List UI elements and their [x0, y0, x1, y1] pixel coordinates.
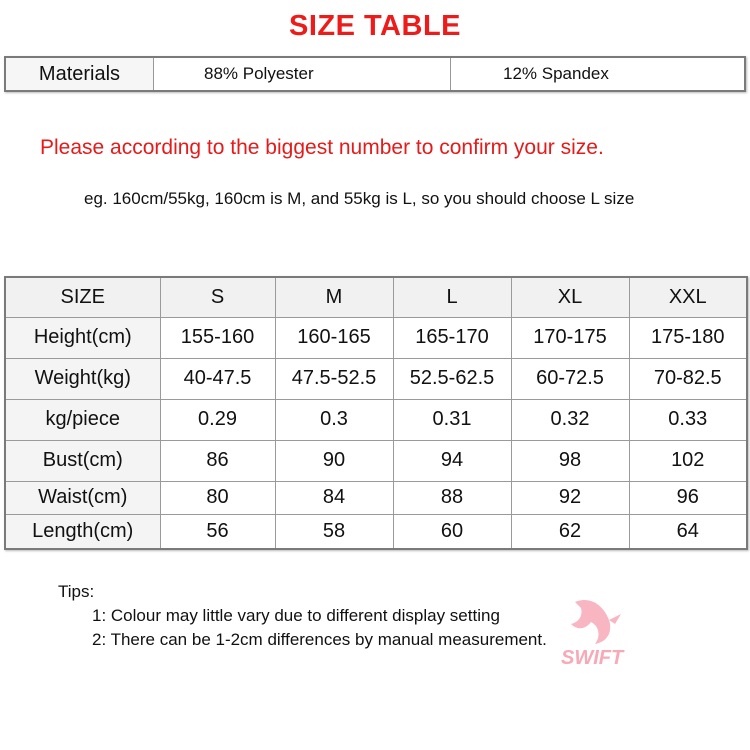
table-cell: 88	[393, 481, 511, 514]
table-cell: 0.31	[393, 399, 511, 440]
tip-line: 2: There can be 1-2cm differences by manual measurement.	[92, 630, 547, 649]
table-cell: 60	[393, 514, 511, 549]
table-row-weight	[5, 358, 747, 399]
table-cell: 98	[511, 440, 629, 481]
table-cell: 70-82.5	[629, 358, 747, 399]
table-row-height	[5, 317, 747, 358]
size-example: eg. 160cm/55kg, 160cm is M, and 55kg is L, so you should choose L size	[84, 189, 635, 208]
materials-value-spandex: 12% Spandex	[503, 64, 609, 83]
header-cell-xxl: XXL	[629, 277, 747, 317]
row-label: Weight(kg)	[5, 358, 160, 399]
table-row-waist	[5, 481, 747, 514]
swift-logo-watermark	[555, 590, 645, 680]
header-cell-m: M	[275, 277, 393, 317]
table-cell: 40-47.5	[160, 358, 275, 399]
table-row-length	[5, 514, 747, 549]
materials-table	[4, 56, 746, 92]
table-cell: 64	[629, 514, 747, 549]
table-cell: 86	[160, 440, 275, 481]
table-cell: 58	[275, 514, 393, 549]
table-cell: 165-170	[393, 317, 511, 358]
table-cell: 170-175	[511, 317, 629, 358]
row-label: Waist(cm)	[5, 481, 160, 514]
table-cell: 47.5-52.5	[275, 358, 393, 399]
table-cell: 84	[275, 481, 393, 514]
header-cell-l: L	[393, 277, 511, 317]
table-cell: 96	[629, 481, 747, 514]
materials-label: Materials	[6, 58, 154, 90]
tips-heading: Tips:	[58, 582, 95, 601]
row-label: kg/piece	[5, 399, 160, 440]
page-title: SIZE TABLE	[288, 10, 462, 42]
table-cell: 62	[511, 514, 629, 549]
tip-line: 1: Colour may little vary due to different display setting	[92, 606, 500, 625]
row-label: Length(cm)	[5, 514, 160, 549]
table-cell: 175-180	[629, 317, 747, 358]
size-header-row	[5, 277, 747, 317]
row-label: Bust(cm)	[5, 440, 160, 481]
table-cell: 155-160	[160, 317, 275, 358]
watermark-text: SWIFT	[561, 647, 624, 669]
table-cell: 90	[275, 440, 393, 481]
size-notice: Please according to the biggest number to confirm your size.	[40, 136, 604, 159]
table-cell: 102	[629, 440, 747, 481]
header-cell-s: S	[160, 277, 275, 317]
table-cell: 52.5-62.5	[393, 358, 511, 399]
tips-section	[58, 580, 547, 652]
table-row-kg-piece	[5, 399, 747, 440]
materials-value-polyester: 88% Polyester	[154, 58, 451, 90]
header-cell-xl: XL	[511, 277, 629, 317]
table-cell: 80	[160, 481, 275, 514]
table-cell: 160-165	[275, 317, 393, 358]
table-cell: 60-72.5	[511, 358, 629, 399]
table-cell: 92	[511, 481, 629, 514]
table-cell: 0.29	[160, 399, 275, 440]
table-cell: 56	[160, 514, 275, 549]
header-cell-size: SIZE	[5, 277, 160, 317]
table-cell: 0.33	[629, 399, 747, 440]
table-cell: 0.32	[511, 399, 629, 440]
table-cell: 0.3	[275, 399, 393, 440]
table-cell: 94	[393, 440, 511, 481]
size-table	[4, 276, 748, 550]
row-label: Height(cm)	[5, 317, 160, 358]
table-row-bust	[5, 440, 747, 481]
